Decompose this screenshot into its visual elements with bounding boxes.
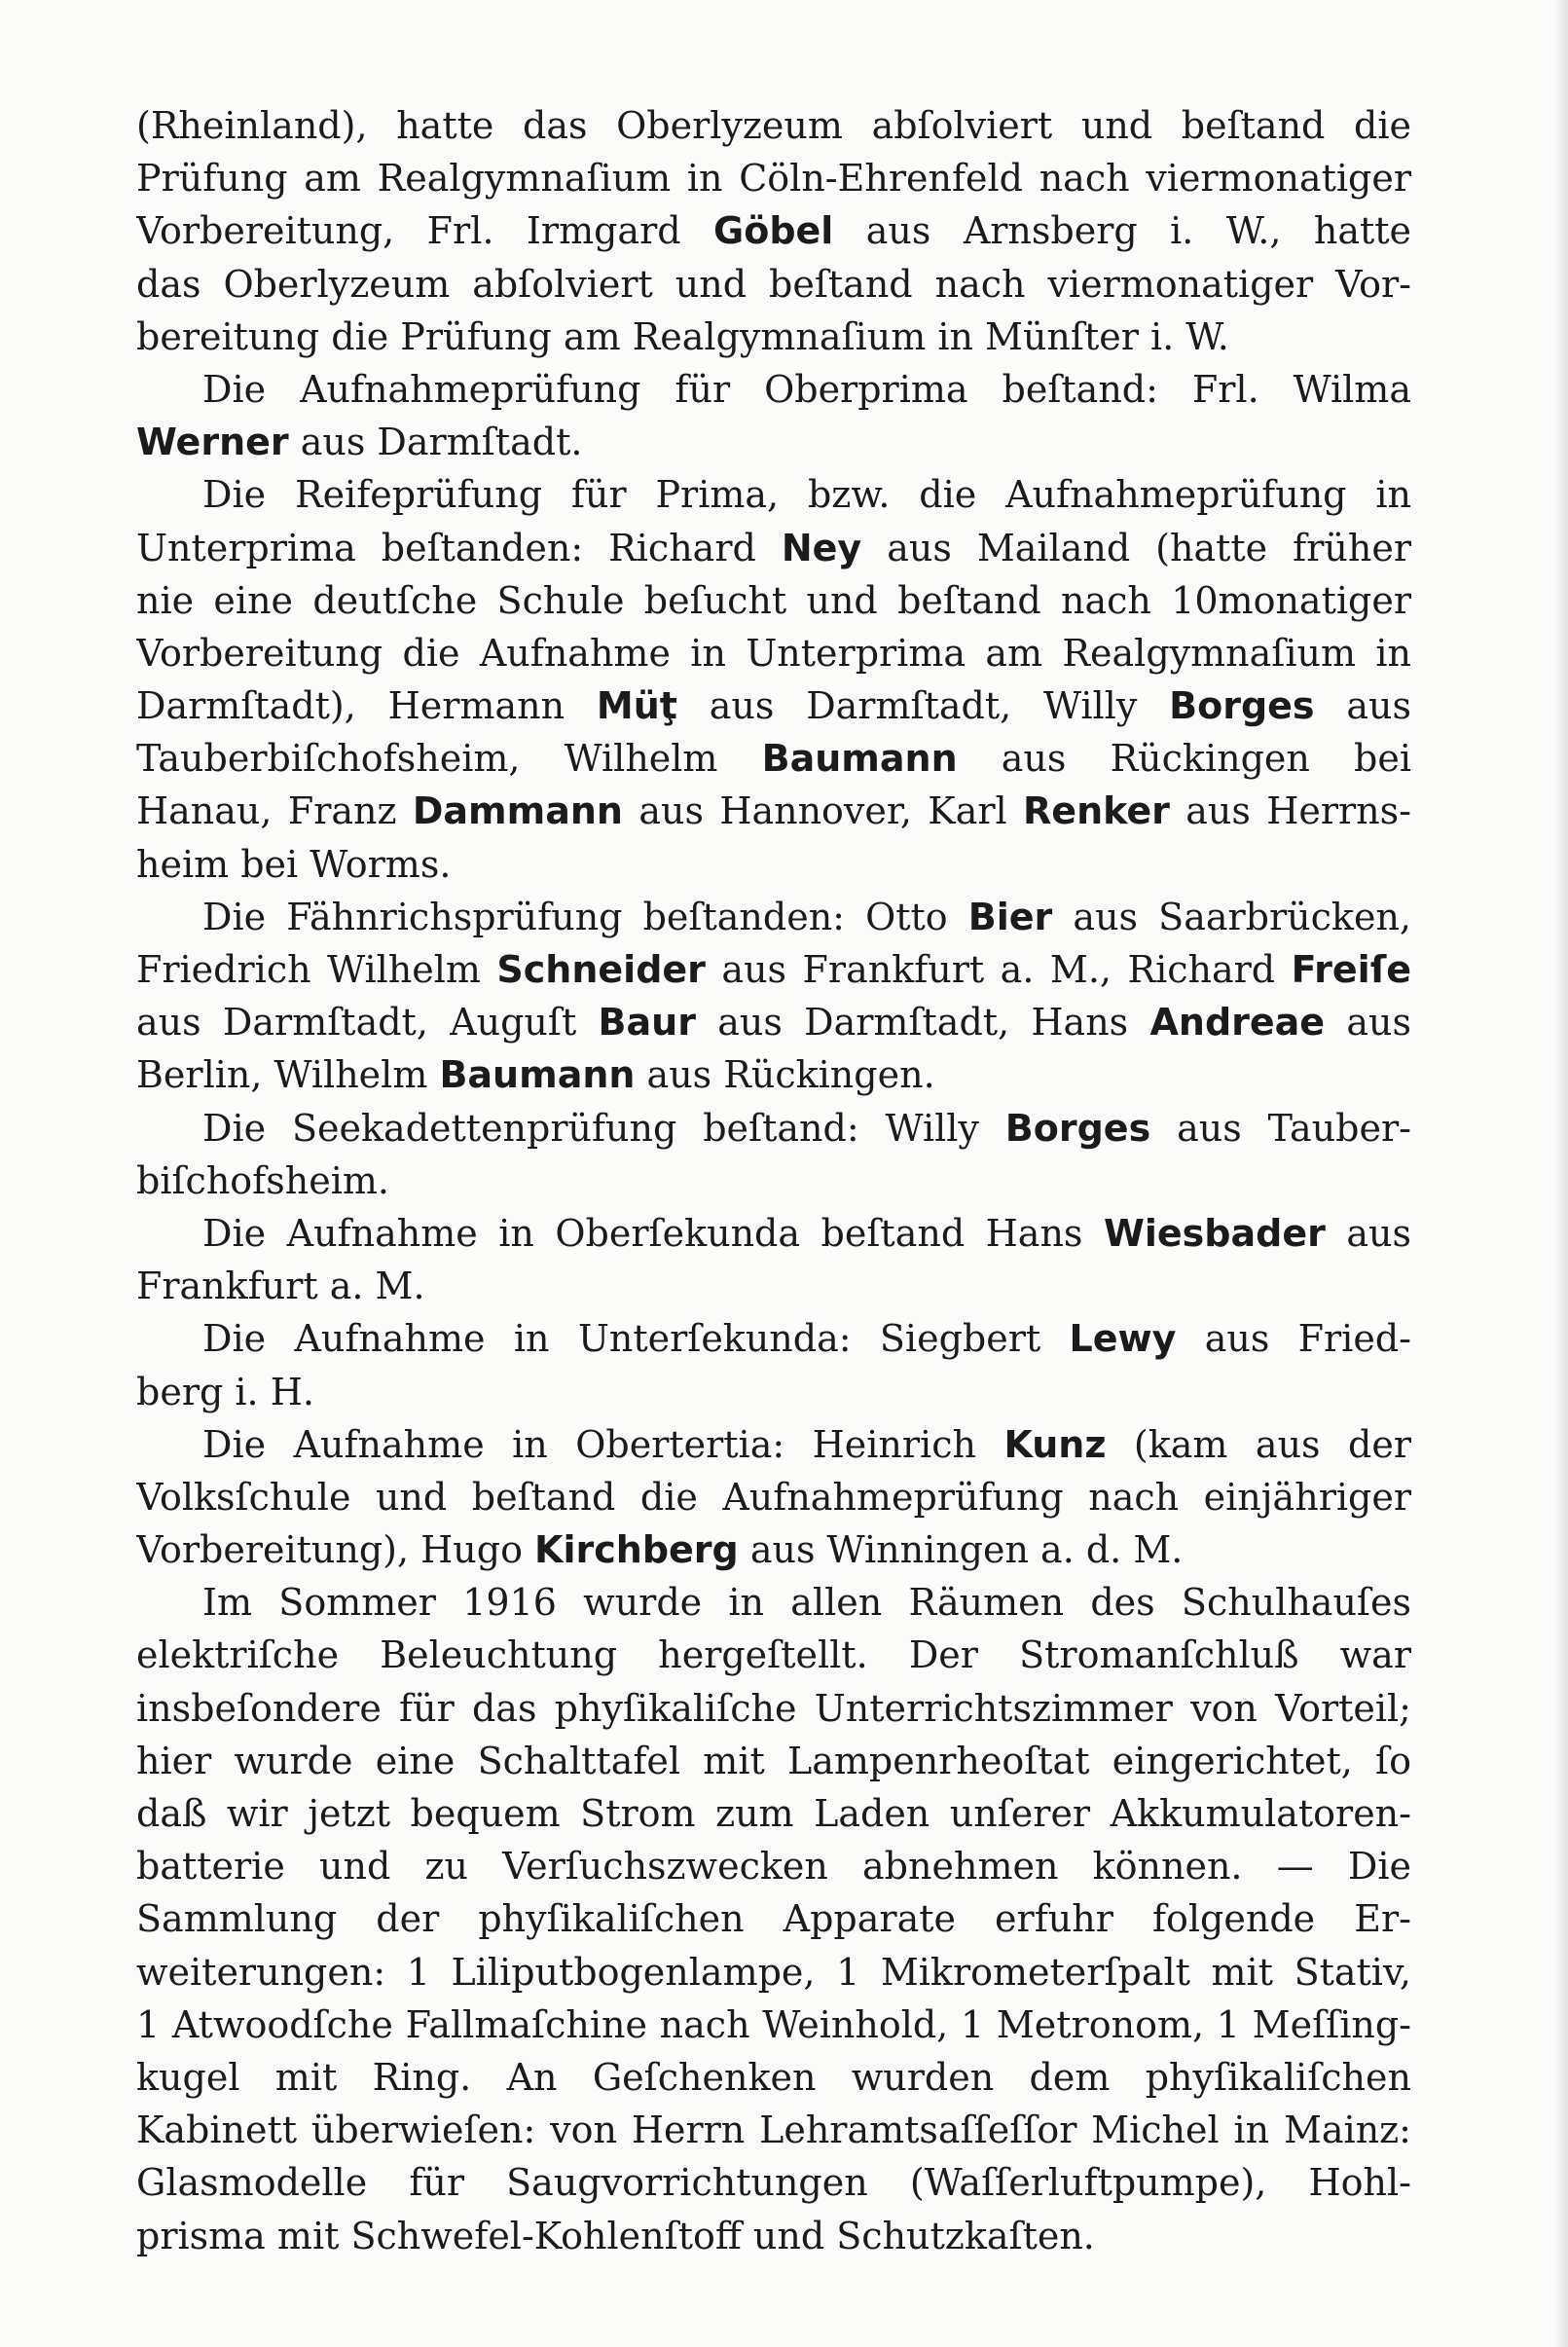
text-run: aus Fried-	[1176, 1317, 1411, 1361]
text-run: aus Darmſtadt.	[288, 421, 583, 464]
text-run: Sammlung der phyſikaliſchen Apparate erfuhr folgende Er-	[136, 1897, 1411, 1941]
person-surname: Bier	[967, 895, 1053, 938]
person-surname: Göbel	[713, 209, 834, 253]
text-run: Friedrich Wilhelm	[136, 948, 497, 991]
text-run: aus Winningen a. d. M.	[738, 1528, 1184, 1572]
person-surname: Dammann	[412, 789, 623, 833]
text-run: Vorbereitung, Frl. Irmgard	[136, 209, 714, 253]
person-surname: Baumann	[439, 1053, 636, 1097]
text-line	[136, 2156, 1411, 2209]
text-run: Darmſtadt), Hermann	[136, 684, 597, 728]
text-run: aus Darmſtadt, Auguſt	[136, 1001, 599, 1045]
person-surname: Baumann	[761, 737, 958, 781]
text-line	[136, 1735, 1411, 1787]
text-line	[136, 2051, 1411, 2104]
text-line	[136, 1892, 1411, 1945]
text-line	[136, 1260, 1411, 1312]
person-surname: Werner	[136, 421, 289, 464]
text-line	[136, 468, 1411, 521]
text-line	[136, 311, 1411, 363]
text-run: aus Rückingen.	[635, 1053, 935, 1097]
text-run: Frankfurt a. M.	[136, 1265, 425, 1308]
text-line	[136, 363, 1411, 416]
text-run: Die Fähnrichsprüfung beſtanden: Otto	[202, 895, 968, 938]
text-line	[136, 1155, 1411, 1207]
text-run: aus	[1314, 684, 1411, 728]
text-run: das Oberlyzeum abſolviert und beſtand nach viermonatiger Vor-	[136, 262, 1411, 306]
text-line	[136, 1840, 1411, 1892]
text-run: Vorbereitung), Hugo	[136, 1528, 535, 1572]
text-line	[136, 732, 1411, 785]
text-run: Die Seekadettenprüfung beſtand: Willy	[202, 1106, 1005, 1150]
person-surname: Ney	[781, 526, 862, 569]
text-run: heim bei Worms.	[136, 842, 452, 886]
text-line	[136, 1102, 1411, 1155]
text-run: batterie und zu Verſuchszwecken abnehmen können. — Die	[136, 1845, 1411, 1889]
person-surname: Borges	[1169, 684, 1315, 728]
text-line	[136, 1682, 1411, 1735]
text-run: aus	[1325, 1211, 1411, 1255]
text-run: nie eine deutſche Schule beſucht und beſtand nach 10monatiger	[136, 578, 1411, 622]
text-run: (kam aus der	[1106, 1422, 1411, 1466]
person-surname: Lewy	[1069, 1317, 1177, 1361]
text-run: aus Rückingen bei	[957, 737, 1411, 781]
text-run: aus	[1325, 1001, 1411, 1045]
person-surname: Kunz	[1003, 1422, 1107, 1466]
text-line	[136, 258, 1411, 311]
text-line	[136, 627, 1411, 679]
text-run: Vorbereitung die Aufnahme in Unterprima am Realgymnaſium in	[136, 631, 1411, 675]
person-surname: Andreae	[1149, 1001, 1326, 1045]
text-run: Tauberbiſchofsheim, Wilhelm	[136, 737, 762, 781]
text-run: Im Sommer 1916 wurde in allen Räumen des Schulhauſes	[202, 1581, 1411, 1625]
text-run: elektriſche Beleuchtung hergeſtellt. Der Stromanſchluß war	[136, 1633, 1411, 1677]
person-surname: Borges	[1004, 1106, 1151, 1150]
text-line	[136, 1787, 1411, 1840]
person-surname: Baur	[598, 1001, 696, 1045]
text-run: aus Hannover, Karl	[622, 789, 1024, 833]
text-run: Volksſchule und beſtand die Aufnahmeprüfung nach einjähriger	[136, 1475, 1411, 1519]
text-line	[136, 416, 1411, 468]
text-run: aus Frankfurt a. M., Richard	[705, 948, 1292, 991]
text-line	[136, 1576, 1411, 1629]
text-line	[136, 1418, 1411, 1471]
text-run: aus Mailand (hatte früher	[861, 526, 1411, 569]
text-line	[136, 2210, 1411, 2262]
text-line	[136, 2104, 1411, 2156]
text-run: Kabinett überwieſen: von Herrn Lehramtsaſſeſſor Michel in Mainz:	[136, 2109, 1411, 2152]
text-line	[136, 785, 1411, 837]
text-line	[136, 152, 1411, 204]
text-line	[136, 1999, 1411, 2051]
text-run: 1 Atwoodſche Fallmaſchine nach Weinhold, 1 Metronom, 1 Meſſing-	[136, 2002, 1411, 2046]
body-text	[136, 99, 1411, 2262]
text-line	[136, 1629, 1411, 1681]
text-line	[136, 574, 1411, 627]
text-run: Berlin, Wilhelm	[136, 1053, 440, 1097]
text-run: Prüfung am Realgymnaſium in Cöln-Ehrenfeld nach viermonatiger	[136, 157, 1411, 201]
text-run: biſchofsheim.	[136, 1158, 389, 1202]
text-line	[136, 522, 1411, 574]
text-run: Die Aufnahme in Oberſekunda beſtand Hans	[202, 1211, 1104, 1255]
text-run: Unterprima beſtanden: Richard	[136, 526, 782, 569]
person-surname: Renker	[1023, 789, 1170, 833]
text-run: Die Aufnahme in Unterſekunda: Siegbert	[202, 1317, 1070, 1361]
text-run: Glasmodelle für Saugvorrichtungen (Waſſerluftpumpe), Hohl-	[136, 2161, 1411, 2205]
text-run: aus Tauber-	[1150, 1106, 1411, 1150]
text-line	[136, 99, 1411, 152]
text-run: aus Arnsberg i. W., hatte	[833, 209, 1411, 253]
text-line	[136, 1366, 1411, 1418]
text-run: Hanau, Franz	[136, 789, 413, 833]
text-line	[136, 1946, 1411, 1999]
text-line	[136, 1471, 1411, 1523]
text-run: Die Aufnahmeprüfung für Oberprima beſtand: Frl. Wilma	[202, 367, 1411, 411]
text-run: bereitung die Prüfung am Realgymnaſium in Münſter i. W.	[136, 314, 1229, 358]
person-surname: Schneider	[496, 948, 706, 991]
text-run: aus Darmſtadt, Hans	[695, 1001, 1150, 1045]
text-line	[136, 679, 1411, 732]
text-line	[136, 1523, 1411, 1576]
person-surname: Wiesbader	[1103, 1211, 1326, 1255]
person-surname: Kirchberg	[534, 1528, 739, 1572]
text-line	[136, 891, 1411, 943]
text-line	[136, 1207, 1411, 1260]
text-run: insbeſondere für das phyſikaliſche Unterrichtszimmer von Vorteil;	[136, 1686, 1411, 1730]
text-run: berg i. H.	[136, 1370, 314, 1413]
text-line	[136, 996, 1411, 1048]
text-line	[136, 943, 1411, 996]
text-run: aus Saarbrücken,	[1052, 895, 1411, 938]
text-run: Die Reifeprüfung für Prima, bzw. die Aufnahmeprüfung in	[202, 473, 1411, 517]
text-run: prisma mit Schwefel-Kohlenſtoff und Schutzkaſten.	[136, 2214, 1095, 2257]
text-run: weiterungen: 1 Liliputbogenlampe, 1 Mikrometerſpalt mit Stativ,	[136, 1950, 1411, 1994]
text-line	[136, 1312, 1411, 1365]
person-surname: Müţ	[596, 684, 677, 728]
text-run: hier wurde eine Schalttafel mit Lampenrheoſtat eingerichtet, ſo	[136, 1739, 1411, 1782]
text-run: (Rheinland), hatte das Oberlyzeum abſolviert und beſtand die	[136, 104, 1411, 147]
text-run: daß wir jetzt bequem Strom zum Laden unſerer Akkumulatoren-	[136, 1792, 1411, 1835]
person-surname: Freiſe	[1291, 948, 1411, 991]
text-run: aus Darmſtadt, Willy	[676, 684, 1170, 728]
text-line	[136, 204, 1411, 257]
text-run: Die Aufnahme in Obertertia: Heinrich	[202, 1422, 1004, 1466]
text-line	[136, 838, 1411, 891]
text-run: kugel mit Ring. An Geſchenken wurden dem phyſikaliſchen	[136, 2055, 1411, 2099]
text-run: aus Herrns-	[1169, 789, 1411, 833]
text-line	[136, 1048, 1411, 1101]
